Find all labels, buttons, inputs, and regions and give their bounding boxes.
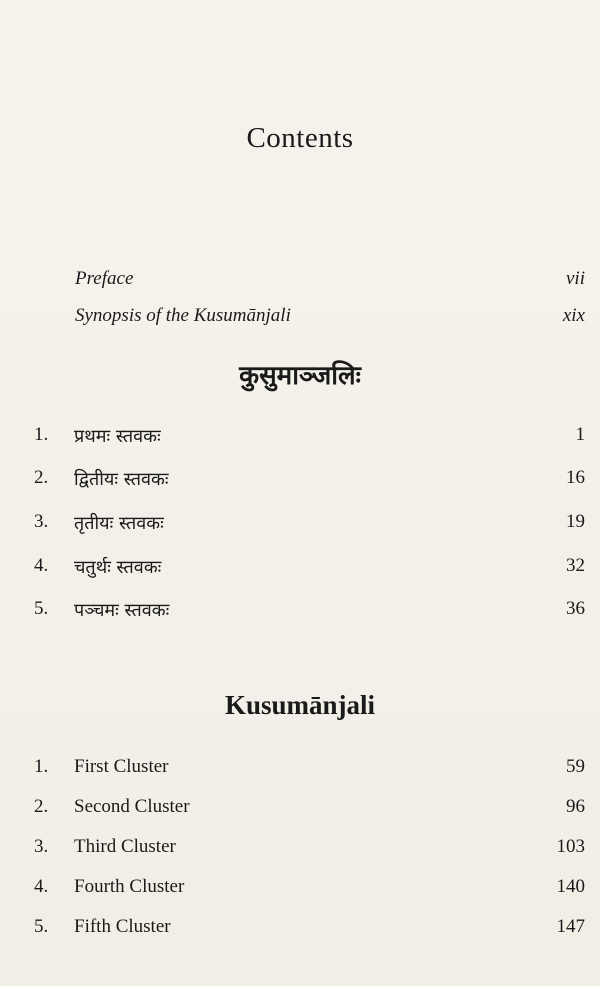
page-title: Contents	[246, 122, 354, 154]
toc-entry-page: 96	[566, 796, 585, 817]
sanskrit-section-heading: कुसुमाञ्जलिः	[239, 361, 361, 391]
toc-entry-label: द्वितीयः स्तवकः	[74, 469, 169, 490]
toc-entry-english-2[interactable]	[34, 796, 585, 824]
toc-entry-sanskrit-5[interactable]	[34, 598, 585, 626]
toc-entry-page: 1	[575, 424, 585, 445]
toc-entry-label: First Cluster	[74, 756, 169, 777]
toc-entry-label: Synopsis of the Kusumānjali	[75, 305, 291, 326]
toc-entry-number: 3.	[34, 511, 49, 532]
toc-entry-sanskrit-3[interactable]	[34, 511, 585, 539]
toc-entry-english-5[interactable]	[34, 916, 585, 944]
toc-entry-label: Preface	[75, 268, 134, 289]
toc-entry-page: 59	[566, 756, 585, 777]
toc-entry-sanskrit-1[interactable]	[34, 424, 585, 452]
toc-entry-page: vii	[566, 268, 585, 289]
toc-entry-sanskrit-2[interactable]	[34, 467, 585, 495]
english-section-heading: Kusumānjali	[224, 690, 376, 720]
toc-entry-label: Third Cluster	[74, 836, 176, 857]
toc-entry-english-3[interactable]	[34, 836, 585, 864]
toc-entry-english-4[interactable]	[34, 876, 585, 904]
toc-entry-page: 19	[566, 511, 585, 532]
toc-entry-number: 5.	[34, 598, 49, 619]
toc-entry-number: 1.	[34, 424, 49, 445]
toc-entry-number: 4.	[34, 876, 49, 897]
toc-entry-label: पञ्चमः स्तवकः	[74, 600, 170, 621]
toc-entry-number: 3.	[34, 836, 49, 857]
toc-entry-label: Fourth Cluster	[74, 876, 185, 897]
toc-entry-number: 4.	[34, 555, 49, 576]
toc-entry-number: 2.	[34, 467, 49, 488]
toc-entry-number: 2.	[34, 796, 49, 817]
toc-entry-number: 1.	[34, 756, 49, 777]
toc-entry-label: Second Cluster	[74, 796, 190, 817]
toc-entry-english-1[interactable]	[34, 756, 585, 784]
toc-entry-label: चतुर्थः स्तवकः	[74, 557, 162, 578]
toc-entry-page: xix	[562, 305, 585, 326]
toc-entry-label: Fifth Cluster	[74, 916, 171, 937]
toc-entry-label: प्रथमः स्तवकः	[74, 426, 161, 447]
toc-entry-page: 103	[556, 836, 585, 857]
toc-entry-page: 36	[566, 598, 585, 619]
toc-entry-page: 140	[556, 876, 585, 897]
toc-entry-sanskrit-4[interactable]	[34, 555, 585, 583]
toc-entry-page: 32	[566, 555, 585, 576]
toc-entry-page: 147	[556, 916, 585, 937]
toc-entry-number: 5.	[34, 916, 49, 937]
toc-entry-label: तृतीयः स्तवकः	[74, 513, 164, 534]
toc-entry-page: 16	[566, 467, 585, 488]
